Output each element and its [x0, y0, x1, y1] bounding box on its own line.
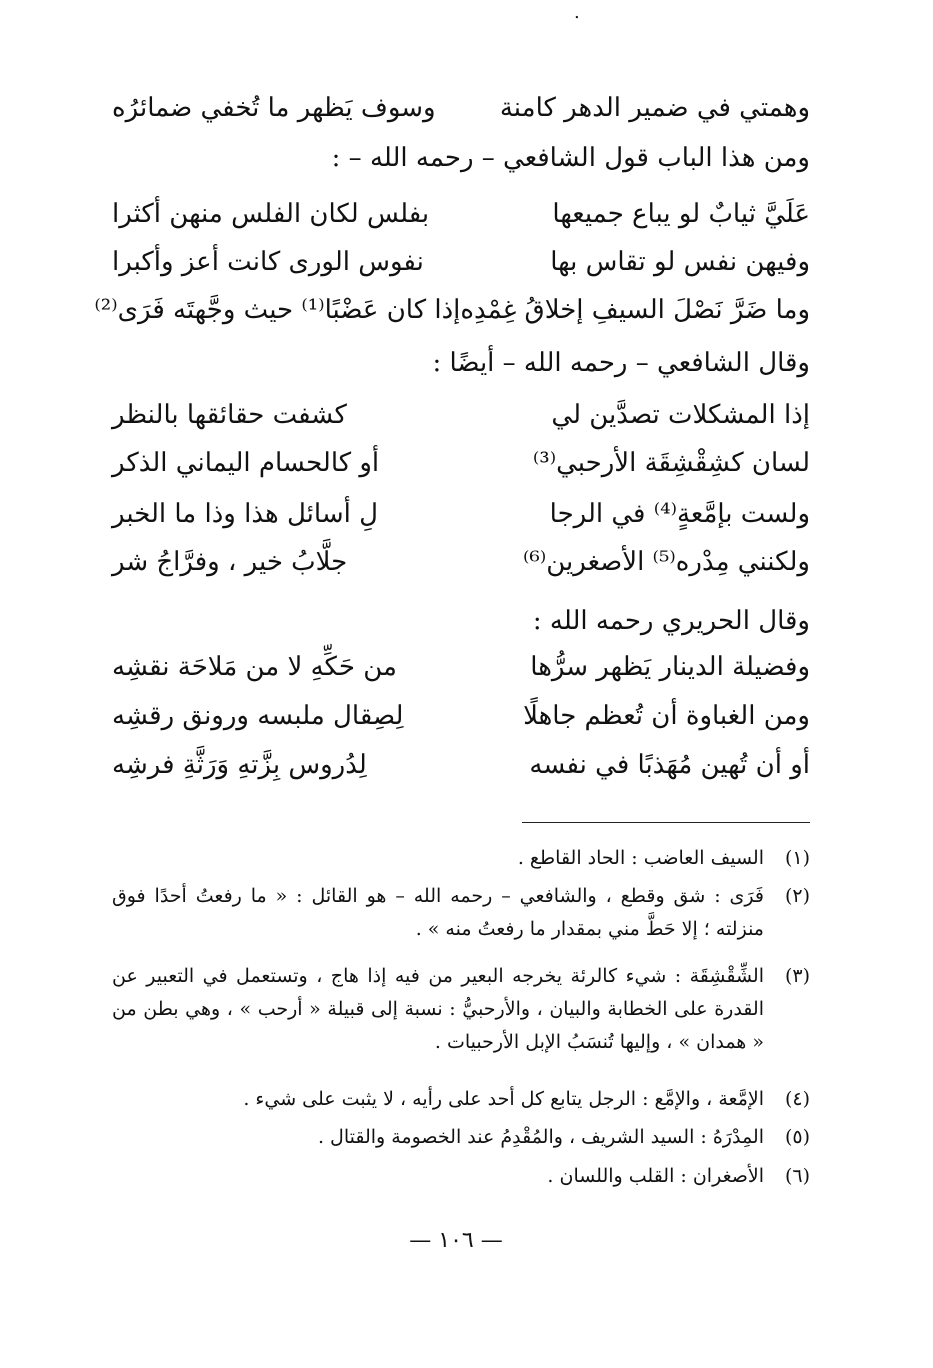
verse-first-hemistich: وهمتي في ضمير الدهر كامنة: [499, 93, 810, 123]
footnote-number: (٥): [784, 1126, 810, 1148]
footnote-number: (٤): [784, 1088, 810, 1110]
footnote-number: (٢): [784, 885, 810, 907]
verse-first-hemistich: لسان كشِقْشِقَة الأرحبي⁽³⁾: [532, 448, 810, 478]
verse-second-hemistich: لِدُروس بِزَّتهِ وَرَثَّةِ فرشِه: [112, 750, 367, 780]
verse-second-hemistich: لِصِقال ملبسه ورونق رقشِه: [112, 701, 404, 731]
footnote-number: (١): [784, 847, 810, 869]
verse-first-hemistich: إذا المشكلات تصدَّين لي: [551, 400, 810, 430]
verse-line: [112, 696, 810, 736]
intro-line: وقال الحريري رحمه الله :: [532, 606, 810, 636]
footnote: [112, 1083, 810, 1116]
intro-line: ومن هذا الباب قول الشافعي – رحمه الله – :: [331, 143, 810, 173]
verse-line: [112, 88, 810, 128]
verse-line: [112, 194, 810, 234]
footnote-text: الإمَّعة ، والإمَّع : الرجل يتابع كل أحد على رأيه ، لا يثبت على شيء .: [243, 1088, 764, 1110]
verse-first-hemistich: عَلَيَّ ثيابٌ لو يباع جميعها: [552, 199, 810, 229]
footnote-number: (٦): [784, 1165, 810, 1187]
footnote-text: فَرَى : شق وقطع ، والشافعي – رحمه الله – هو القائل : « ما رفعتُ أحدًا فوق منزلته ؛ إلا حَطَّ مني بمقدار ما رفعتُ منه » .: [112, 885, 764, 940]
verse-first-hemistich: ولست بإمَّعةٍ⁽⁴⁾ في الرجا: [549, 499, 810, 529]
footnote: [112, 842, 810, 875]
footnote-separator: [522, 822, 810, 823]
verse-second-hemistich: من حَكِّهِ لا من مَلاحَة نقشِه: [112, 652, 397, 682]
verse-second-hemistich: بفلس لكان الفلس منهن أكثرا: [112, 199, 430, 229]
verse-first-hemistich: وما ضَرَّ نَصْلَ السيفِ إخلاقُ غِمْدِه: [460, 295, 810, 325]
verse-line: [112, 242, 810, 282]
verse-line: [112, 395, 810, 435]
verse-line: [112, 443, 810, 483]
verse-first-hemistich: ولكنني مِدْره⁽⁵⁾ الأصغرين⁽⁶⁾: [523, 547, 810, 577]
verse-second-hemistich: إذا كان عَضْبًا⁽¹⁾ حيث وجَّهتَه فَرَى⁽²⁾: [94, 295, 461, 325]
verse-second-hemistich: أو كالحسام اليماني الذكر: [112, 448, 380, 478]
footnote-text: السيف العاضب : الحاد القاطع .: [517, 847, 764, 869]
verse-first-hemistich: ومن الغباوة أن تُعظم جاهلًا: [523, 701, 810, 731]
verse-line: [112, 745, 810, 785]
footnote: [112, 1160, 810, 1193]
verse-second-hemistich: كشفت حقائقها بالنظر: [112, 400, 347, 430]
verse-second-hemistich: لِ أسائل هذا وذا ما الخبر: [112, 499, 378, 529]
footnote: [112, 1121, 810, 1154]
footnote: [112, 880, 810, 946]
verse-second-hemistich: نفوس الورى كانت أعز وأكبرا: [112, 247, 424, 277]
verse-line: [94, 290, 810, 330]
footnote-text: الشِّقْشِقَة : شيء كالرئة يخرجه البعير من فيه إذا هاج ، وتستعمل في التعبير عن القدرة على الخطابة والبيان ، والأرحبيُّ : نسبة إلى قبيلة « أرحب » ، وهي بطن من « همدان » ، وإليها تُنسَبُ الإبل الأرحبيات .: [112, 965, 764, 1053]
verse-line: [112, 494, 810, 534]
verse-first-hemistich: أو أن تُهين مُهَذبًا في نفسه: [529, 750, 810, 780]
footnote-text: المِدْرَهُ : السيد الشريف ، والمُقْدِمُ عند الخصومة والقتال .: [317, 1126, 764, 1148]
verse-first-hemistich: وفضيلة الدينار يَظهر سرُّها: [530, 652, 810, 682]
verse-second-hemistich: وسوف يَظهر ما تُخفي ضمائرُه: [112, 93, 436, 123]
page-number: — ١٠٦ —: [409, 1228, 503, 1253]
top-mark: .: [574, 2, 580, 23]
footnote-number: (٣): [784, 965, 810, 987]
verse-first-hemistich: وفيهن نفس لو تقاس بها: [550, 247, 810, 277]
intro-line: وقال الشافعي – رحمه الله – أيضًا :: [432, 348, 810, 378]
verse-line: [112, 647, 810, 687]
footnote-text: الأصغران : القلب واللسان .: [547, 1165, 764, 1187]
verse-line: [112, 542, 810, 582]
verse-second-hemistich: جلَّابُ خير ، وفرَّاجُ شر: [112, 547, 348, 577]
footnote: [112, 960, 810, 1059]
